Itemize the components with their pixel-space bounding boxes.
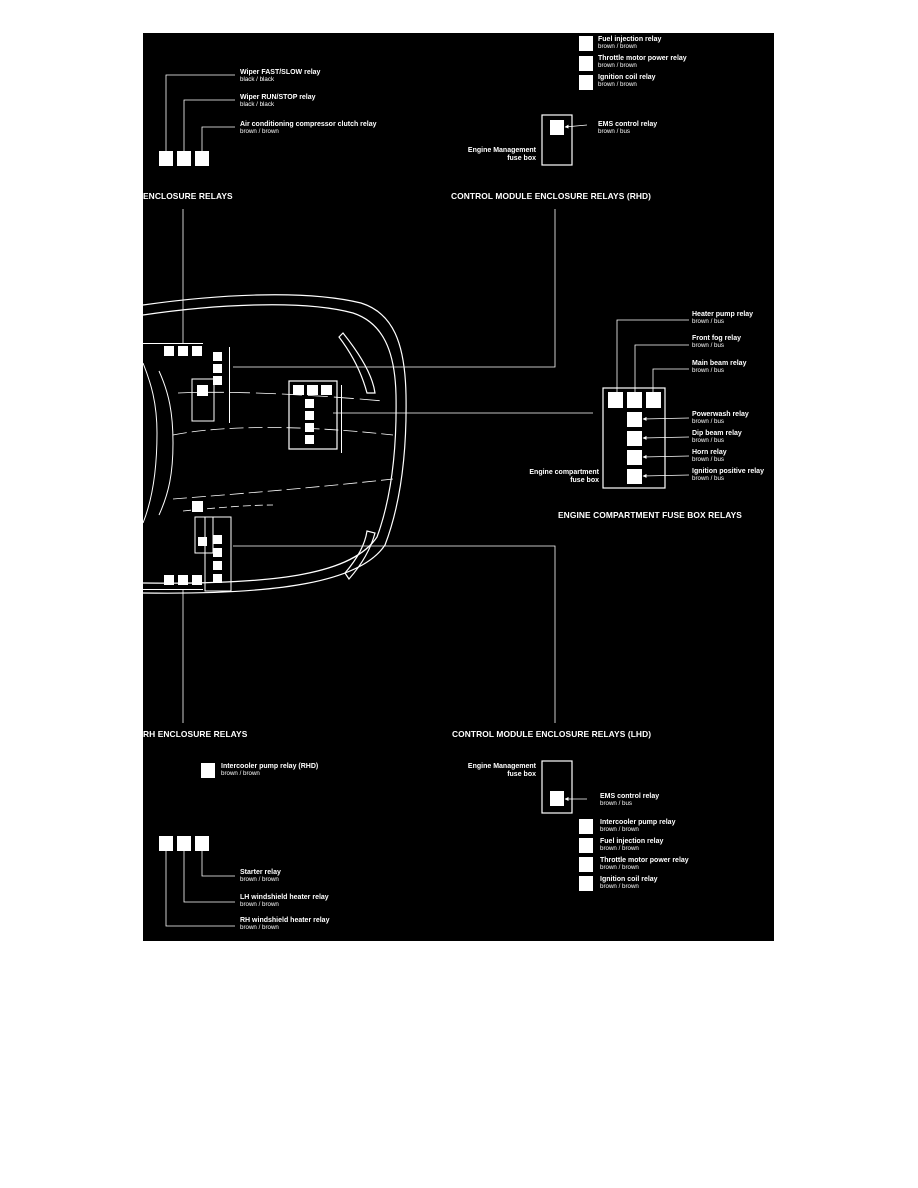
relay-label [598,121,657,135]
relay-color: black / black [240,76,275,83]
relay-label [692,449,727,463]
relay-name: EMS control relay [598,121,658,128]
relay-name: Intercooler pump relay (RHD) [221,763,319,770]
fuse-box-label [529,469,599,484]
relay-color: brown / brown [598,81,637,88]
diagram-graphics [143,33,774,941]
relay-name: Ignition positive relay [692,468,764,475]
relay-label [598,36,661,50]
relay-name: Front fog relay [692,335,742,342]
relay-color: brown / bus [692,437,724,444]
relay-label [692,468,764,482]
bottom-right-relay-group [542,761,593,891]
relay-name: Ignition coil relay [598,74,656,81]
relay-color: brown / bus [598,128,630,135]
relay-label [600,838,663,852]
relay-color: brown / bus [692,342,724,349]
heading-engine-fuse-box: ENGINE COMPARTMENT FUSE BOX RELAYS [558,510,742,520]
relay-label [692,360,746,374]
intercooler-rhd-relay-square [201,763,215,778]
relay-name: Air conditioning compressor clutch relay [240,121,377,128]
fuse-box-label [468,147,536,162]
relay-color: brown / brown [598,62,637,69]
relay-color: brown / bus [692,418,724,425]
relay-label [598,74,656,88]
relay-name: Ignition coil relay [600,876,658,883]
engine-fuse-box-detail [603,320,689,488]
relay-name: Main beam relay [692,360,747,367]
relay-color: brown / brown [600,826,639,833]
relay-name: Intercooler pump relay [600,819,676,826]
relay-label [692,430,742,444]
relay-label [692,335,741,349]
relay-label [600,819,675,833]
heading-cm-rhd: CONTROL MODULE ENCLOSURE RELAYS (RHD) [451,191,652,201]
relay-color: brown / brown [240,924,279,931]
fuse-box-label-line1: Engine Management [467,763,536,770]
relay-name: Wiper RUN/STOP relay [240,94,316,101]
relay-label [240,869,281,883]
relay-label [221,763,318,777]
relay-color: brown / bus [692,318,724,325]
relay-color: brown / brown [600,845,639,852]
relay-name: Fuel injection relay [600,838,664,845]
bottom-left-relay-group [159,836,235,926]
heading-cm-lhd: CONTROL MODULE ENCLOSURE RELAYS (LHD) [452,729,652,739]
relay-name: Fuel injection relay [598,36,662,43]
relay-label [600,876,658,890]
relay-name: Powerwash relay [692,411,749,418]
relay-label [598,55,687,69]
relay-name: Throttle motor power relay [600,857,689,864]
relay-color: brown / bus [692,475,724,482]
relay-name: Wiper FAST/SLOW relay [240,69,321,76]
heading-lh-enclosure: ENCLOSURE RELAYS [143,191,233,201]
leader-lines [183,209,593,723]
relay-label [240,917,329,931]
relay-color: black / black [240,101,275,108]
relay-color: brown / bus [692,456,724,463]
fuse-box-label [468,763,536,778]
heading-rh-enclosure: RH ENCLOSURE RELAYS [143,729,248,739]
top-right-relay-group [542,36,593,165]
fuse-box-label-line2: fuse box [507,771,536,778]
relay-color: brown / bus [600,800,632,807]
relay-label [600,793,659,807]
relay-label [240,121,377,135]
relay-name: Horn relay [692,449,727,456]
relay-label [600,857,689,871]
relay-color: brown / brown [600,883,639,890]
relay-label [240,894,329,908]
relay-color: brown / brown [598,43,637,50]
car-outline [143,295,406,593]
car-engine-fuse-box [289,381,342,453]
relay-label [240,94,316,108]
relay-name: Starter relay [240,869,281,876]
relay-label [240,69,320,83]
relay-name: Throttle motor power relay [598,55,687,62]
car-lower-enclosure [143,501,231,591]
relay-color: brown / brown [600,864,639,871]
relay-name: Heater pump relay [692,311,754,318]
relay-label [692,411,749,425]
relay-color: brown / bus [692,367,724,374]
relay-location-diagram [143,33,774,941]
fuse-box-label-line2: fuse box [570,477,599,484]
top-left-relay-group [159,75,235,166]
relay-name: LH windshield heater relay [240,894,329,901]
relay-color: brown / brown [240,128,279,135]
relay-name: RH windshield heater relay [240,917,330,924]
relay-name: EMS control relay [600,793,660,800]
fuse-box-label-line1: Engine compartment [529,469,599,476]
relay-color: brown / brown [240,901,279,908]
relay-color: brown / brown [221,770,260,777]
relay-label [692,311,753,325]
relay-color: brown / brown [240,876,279,883]
relay-name: Dip beam relay [692,430,742,437]
fuse-box-label-line2: fuse box [507,155,536,162]
fuse-box-label-line1: Engine Management [467,147,536,154]
